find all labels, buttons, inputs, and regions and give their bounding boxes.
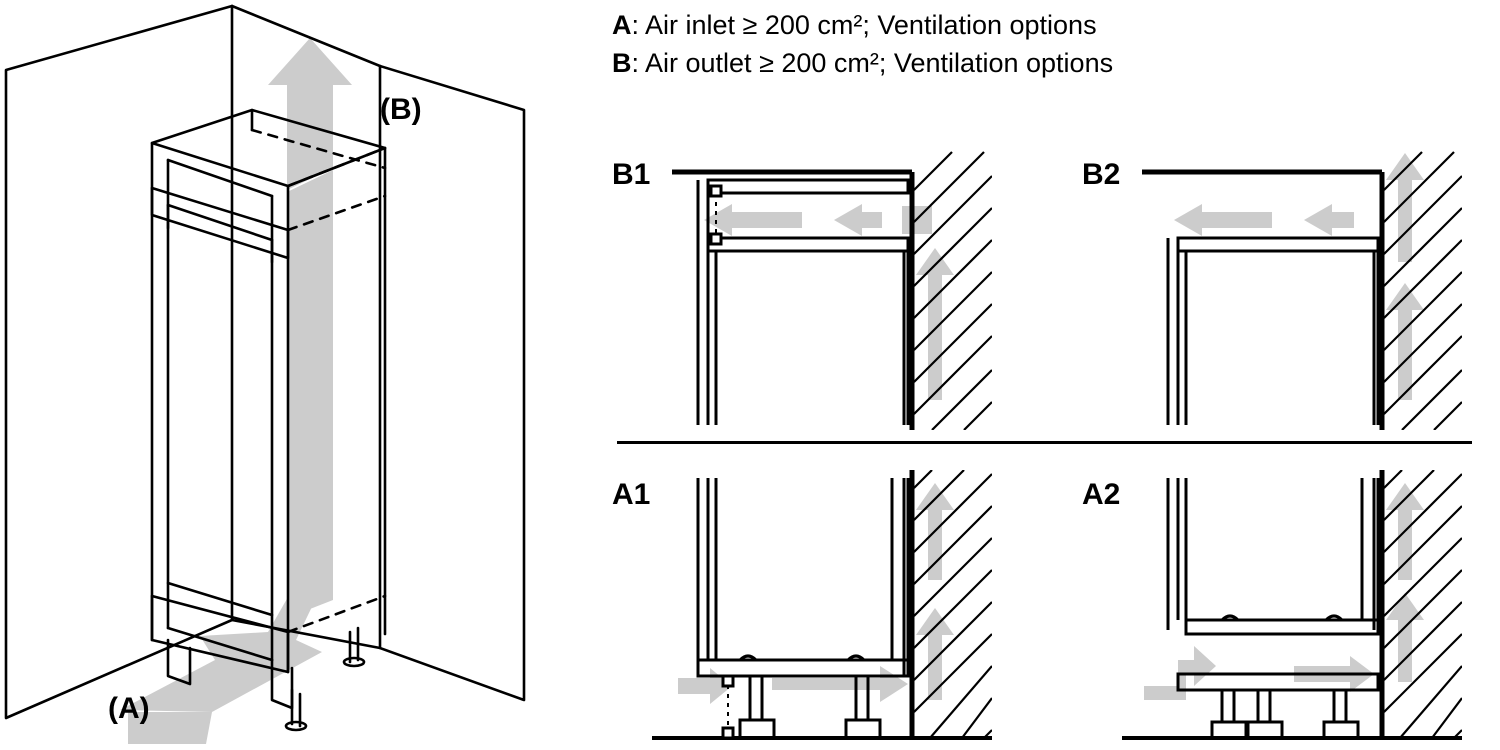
panel-a2-label: A2 <box>1082 478 1121 511</box>
legend-line-a <box>612 6 1432 44</box>
legend-key-a: A <box>612 10 632 40</box>
niche-perspective-svg <box>0 0 600 750</box>
legend-line-b <box>612 44 1432 82</box>
legend-text-a: : Air inlet ≥ 200 cm²; Ventilation options <box>631 10 1097 40</box>
panel-b2 <box>1082 150 1462 430</box>
panel-a2 <box>1082 470 1462 750</box>
panel-b2-label: B2 <box>1082 158 1121 191</box>
panel-a1-svg <box>612 470 992 750</box>
panel-a2-svg <box>1082 470 1462 750</box>
b1-airflow-arrows <box>704 204 954 400</box>
callout-b-label: (B) <box>380 93 422 126</box>
panel-b2-svg <box>1082 150 1462 430</box>
legend-key-b: B <box>612 48 632 78</box>
left-illustration <box>0 0 600 750</box>
panel-b1-label: B1 <box>612 158 651 191</box>
panel-a1 <box>612 470 992 750</box>
legend <box>612 6 1432 82</box>
panel-b1-svg <box>612 150 992 430</box>
legend-text-b: : Air outlet ≥ 200 cm²; Ventilation options <box>631 48 1114 78</box>
panel-a1-label: A1 <box>612 478 651 511</box>
row-divider <box>617 441 1472 444</box>
callout-a-label: (A) <box>108 692 150 725</box>
panel-b1 <box>612 150 992 430</box>
b2-airflow-arrows <box>1174 153 1424 400</box>
